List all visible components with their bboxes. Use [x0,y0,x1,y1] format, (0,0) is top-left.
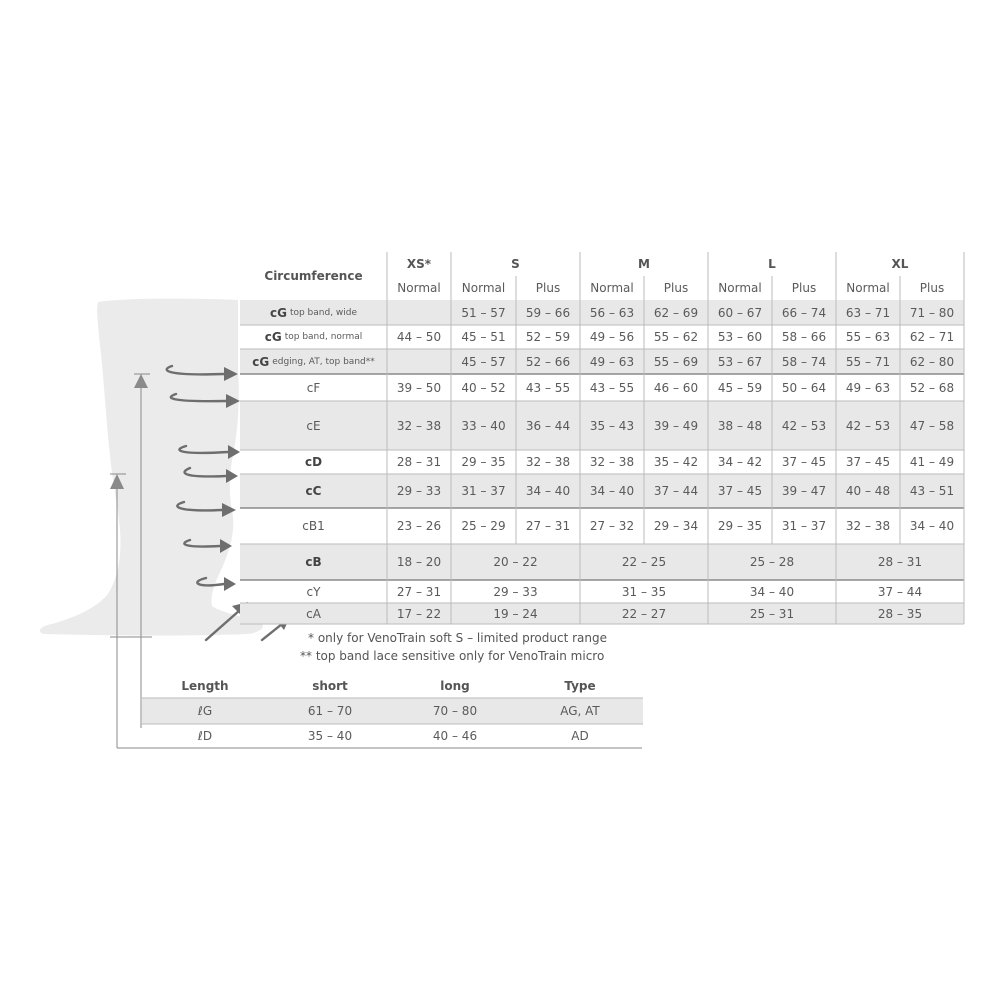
value-cell: 33 – 40 [461,418,506,433]
value-cell [387,349,451,374]
value-cell [387,300,451,325]
value-cell: 38 – 48 [717,418,763,433]
variant-header: Normal [846,281,890,295]
value-cell: 34 – 40 [909,519,955,533]
value-cell: 45 – 57 [461,354,506,369]
value-cell: 29 – 35 [717,519,763,533]
value-cell: 23 – 26 [396,519,442,533]
row-label [240,300,387,325]
value-cell: 28 – 35 [877,606,923,621]
length-header: Length [181,679,229,693]
value-cell: 32 – 38 [525,455,571,469]
value-cell: 55 – 63 [845,330,891,344]
value-cell: 52 – 68 [909,380,955,395]
value-cell: 25 – 28 [749,555,795,569]
value-cell: 22 – 25 [621,555,667,569]
value-cell: 42 – 53 [781,418,827,433]
length-label: ℓD [197,729,213,743]
value-cell: 25 – 29 [461,519,506,533]
variant-header: Normal [718,281,762,295]
corner-label: Circumference [264,269,363,283]
variant-header: Plus [535,281,561,295]
value-cell: 62 – 69 [653,305,699,320]
length-value: AG, AT [560,704,600,718]
value-cell: 53 – 67 [717,354,763,369]
variant-header: Normal [590,281,634,295]
row-label-suffix: top band, normal [284,332,363,342]
value-cell: 32 – 38 [589,455,635,469]
value-cell: 32 – 38 [396,418,442,433]
value-cell: 62 – 80 [909,354,955,369]
value-cell: 42 – 53 [845,418,891,433]
value-cell: 71 – 80 [909,305,955,320]
value-cell: 49 – 56 [589,330,635,344]
value-cell: 37 – 45 [781,455,827,469]
value-cell: 37 – 44 [877,584,923,599]
value-cell: 34 – 40 [525,484,571,498]
value-cell: 25 – 31 [749,606,795,621]
value-cell: 39 – 49 [653,418,699,433]
value-cell: 66 – 74 [781,305,827,320]
value-cell: 37 – 45 [717,484,763,498]
value-cell: 27 – 31 [525,519,571,533]
value-cell: 27 – 32 [589,519,635,533]
row-label: cB1 [302,519,325,533]
value-cell: 31 – 35 [621,584,667,599]
value-cell: 27 – 31 [396,584,442,599]
value-cell: 19 – 24 [493,606,538,621]
value-cell: 40 – 52 [461,380,506,395]
row-label: cF [306,380,321,395]
value-cell: 22 – 27 [621,606,667,621]
row-label-suffix: top band, wide [289,307,358,318]
value-cell: 34 – 42 [717,455,763,469]
value-cell: 49 – 63 [845,380,891,395]
value-cell: 29 – 34 [653,519,699,533]
value-cell: 46 – 60 [653,380,699,395]
value-cell: 52 – 59 [525,330,571,344]
value-cell: 50 – 64 [781,380,827,395]
value-cell: 63 – 71 [845,305,891,320]
row-label: cD [304,455,323,469]
value-cell: 36 – 44 [525,418,571,433]
length-header: short [312,679,348,693]
row-label: cA [306,606,321,621]
size-header: S [511,257,520,271]
value-cell: 49 – 63 [589,354,635,369]
size-header: XS* [406,257,432,271]
value-cell: 52 – 66 [525,354,571,369]
footnote: * only for VenoTrain soft S – limited product range [308,631,607,645]
length-value: AD [571,729,589,743]
value-cell: 45 – 59 [717,380,763,395]
value-cell: 58 – 74 [781,354,827,369]
footnote: ** top band lace sensitive only for VenoTrain micro [300,649,605,663]
variant-header: Normal [397,281,441,295]
length-header: Type [564,679,596,693]
value-cell: 34 – 40 [589,484,635,498]
row-label: cE [306,418,321,433]
variant-header: Plus [919,281,945,295]
length-label: ℓG [197,704,213,718]
value-cell: 34 – 40 [749,584,795,599]
row-label-suffix: edging, AT, top band** [272,356,375,367]
value-cell: 17 – 22 [396,606,442,621]
value-cell: 60 – 67 [717,305,763,320]
value-cell: 31 – 37 [461,484,506,498]
value-cell: 44 – 50 [396,330,442,344]
value-cell: 62 – 71 [909,330,955,344]
value-cell: 31 – 37 [781,519,827,533]
value-cell: 55 – 62 [653,330,699,344]
size-header: L [768,257,776,271]
value-cell: 39 – 47 [781,484,827,498]
row-label [240,349,387,374]
row-label-main: cG [269,305,287,320]
value-cell: 58 – 66 [781,330,827,344]
value-cell: 51 – 57 [461,305,506,320]
value-cell: 43 – 55 [525,380,571,395]
value-cell: 59 – 66 [525,305,571,320]
value-cell: 39 – 50 [396,380,442,395]
value-cell: 29 – 35 [461,455,506,469]
value-cell: 41 – 49 [909,455,955,469]
size-header: XL [891,257,909,271]
value-cell: 47 – 58 [909,418,955,433]
row-label: cC [305,484,322,498]
length-value: 61 – 70 [307,704,353,718]
length-header: long [440,679,470,693]
value-cell: 37 – 44 [653,484,699,498]
value-cell: 53 – 60 [717,330,763,344]
variant-header: Plus [791,281,817,295]
row-label: cY [306,584,321,599]
length-value: 35 – 40 [307,729,353,743]
value-cell: 29 – 33 [493,584,538,599]
value-cell: 28 – 31 [396,455,442,469]
value-cell: 45 – 51 [461,330,506,344]
value-cell: 43 – 51 [909,484,955,498]
value-cell: 20 – 22 [493,555,538,569]
row-label [240,325,387,349]
value-cell: 55 – 69 [653,354,699,369]
value-cell: 35 – 43 [589,418,635,433]
value-cell: 56 – 63 [589,305,635,320]
variant-header: Normal [461,281,506,295]
value-cell: 37 – 45 [845,455,891,469]
row-label-main: cG [252,354,270,369]
size-header: M [638,257,650,271]
value-cell: 40 – 48 [845,484,891,498]
value-cell: 29 – 33 [396,484,442,498]
value-cell: 28 – 31 [877,555,923,569]
value-cell: 32 – 38 [845,519,891,533]
value-cell: 43 – 55 [589,380,635,395]
variant-header: Plus [663,281,689,295]
length-value: 70 – 80 [432,704,478,718]
value-cell: 18 – 20 [396,555,442,569]
row-label-main: cG [264,330,282,344]
length-value: 40 – 46 [432,729,478,743]
value-cell: 35 – 42 [653,455,699,469]
value-cell: 55 – 71 [845,354,891,369]
row-label: cB [305,555,322,569]
